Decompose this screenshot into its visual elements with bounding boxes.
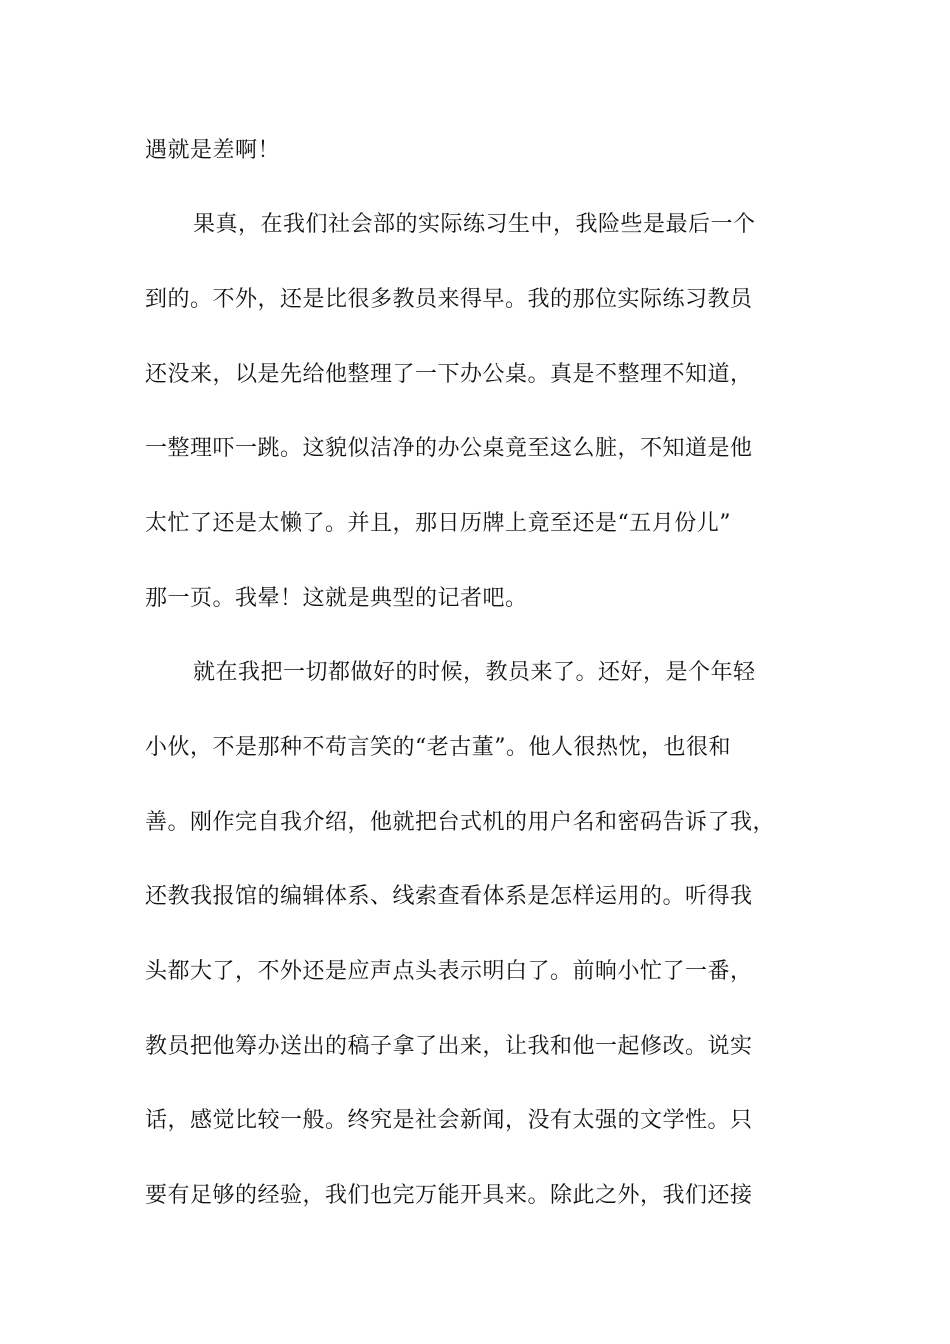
paragraph-first-line: 果真，在我们社会部的实际练习生中，我险些是最后一个 <box>193 212 756 237</box>
text-line: 遇就是差啊！ <box>145 138 281 163</box>
text-line: 到的。不外，还是比很多教员来得早。我的那位实际练习教员 <box>145 287 753 312</box>
text-line: 那一页。我晕！这就是典型的记者吧。 <box>145 586 528 611</box>
text-line: 还没来，以是先给他整理了一下办公桌。真是不整理不知道， <box>145 362 753 387</box>
text-line: 善。刚作完自我介绍，他就把台式机的用户名和密码告诉了我， <box>145 810 776 835</box>
text-line: 还教我报馆的编辑体系、线索查看体系是怎样运用的。听得我 <box>145 884 753 909</box>
text-line: 太忙了还是太懒了。并且，那日历牌上竟至还是“五月份儿” <box>145 511 731 536</box>
text-line: 教员把他筹办送出的稿子拿了出来，让我和他一起修改。说实 <box>145 1034 753 1059</box>
text-line: 话，感觉比较一般。终究是社会新闻，没有太强的文学性。只 <box>145 1108 753 1133</box>
text-line: 一整理吓一跳。这貌似洁净的办公桌竟至这么脏，不知道是他 <box>145 436 753 461</box>
text-line: 小伙，不是那种不苟言笑的“老古董”。他人很热忱，也很和 <box>145 735 731 760</box>
paragraph-first-line: 就在我把一切都做好的时候，教员来了。还好，是个年轻 <box>193 660 756 685</box>
text-line: 头都大了，不外还是应声点头表示明白了。前晌小忙了一番， <box>145 959 753 984</box>
text-line: 要有足够的经验，我们也完万能开具来。除此之外，我们还接 <box>145 1183 753 1208</box>
